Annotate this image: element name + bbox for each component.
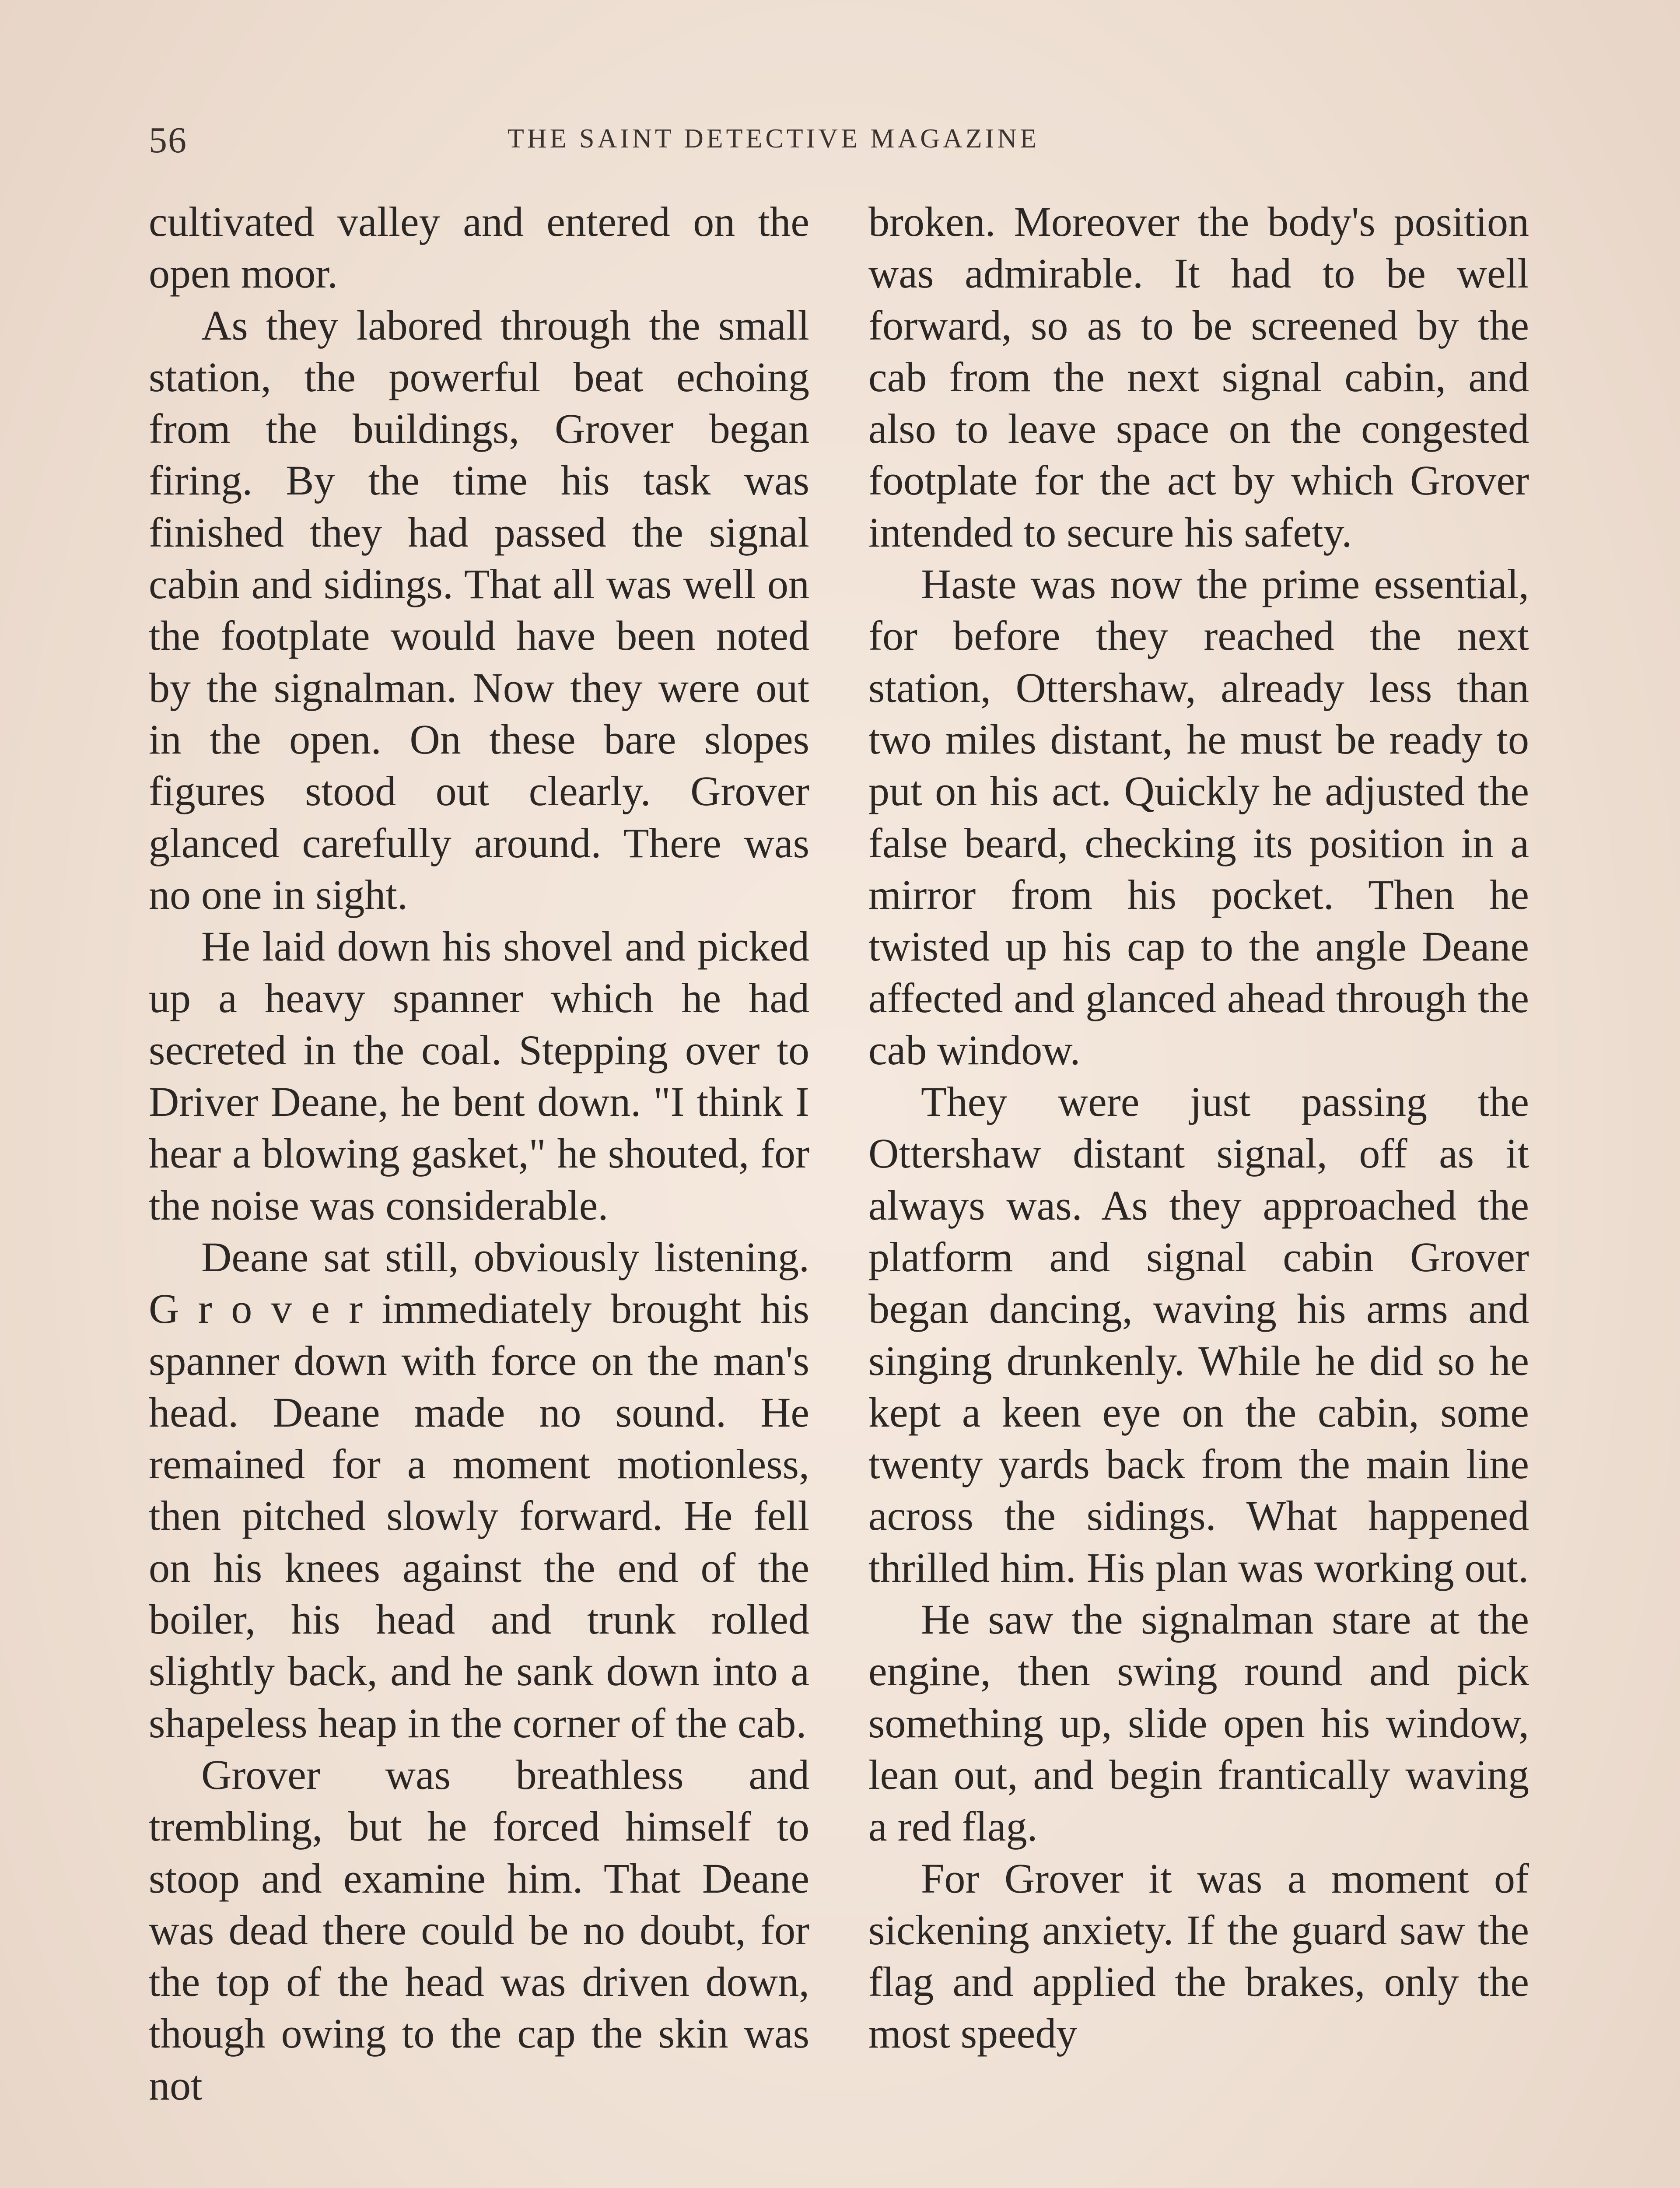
paragraph: cultivated valley and entered on the open moor. bbox=[149, 198, 809, 297]
paragraph: Haste was now the prime essential, for before they reached the next station, Ottershaw, already less than two miles distant, he must be ready to put on his act. Quickly he adjusted the false beard, checking its position in a mirror from his pocket. Then he twisted up his cap to the angle Deane affected and glanced ahead through the cab window. bbox=[868, 561, 1529, 1073]
paragraph: As they labored through the small station, the powerful beat echoing from the buildings, Grover began firing. By the time his task was finished they had passed the signal cabin and sidings. That all was well on the footplate would have been noted by the signalman. Now they were out in the open. On these bare slopes figures stood out clearly. Grover glanced carefully around. There was no one in sight. bbox=[149, 302, 809, 918]
paragraph: He saw the signalman stare at the engine, then swing round and pick something up, slide open his window, lean out, and begin frantically waving a red flag. bbox=[868, 1596, 1529, 1850]
page-header bbox=[149, 119, 1531, 167]
right-column bbox=[868, 196, 1529, 2060]
paragraph: broken. Moreover the body's position was admirable. It had to be well forward, so as to be screened by the cab from the next signal cabin, and also to leave space on the congested footplate for the act by which Grover intended to secure his safety. bbox=[868, 198, 1529, 556]
running-title: THE SAINT DETECTIVE MAGAZINE bbox=[508, 124, 1040, 154]
paragraph: Grover was breathless and trembling, but he forced himself to stoop and examine him. That Deane was dead there could be no doubt, for the top of the head was driven down, though owing to the cap the skin was not bbox=[149, 1751, 809, 2109]
paragraph: For Grover it was a moment of sickening anxiety. If the guard saw the flag and applied the brakes, only the most speedy bbox=[868, 1855, 1529, 2057]
paragraph: They were just passing the Ottershaw distant signal, off as it always was. As they approached the platform and signal cabin Grover began dancing, waving his arms and singing drunkenly. While he did so he kept a keen eye on the cabin, some twenty yards back from the main line across the sidings. What happened thrilled him. His plan was working out. bbox=[868, 1078, 1529, 1591]
left-column bbox=[149, 196, 809, 2111]
page-number: 56 bbox=[149, 120, 187, 161]
paragraph: Deane sat still, obviously listening. G r o v e r immediately brought his spanner down with force on the man's head. Deane made no sound. He remained for a moment motionless, then pitched slowly forward. He fell on his knees against the end of the boiler, his head and trunk rolled slightly back, and he sank down into a shapeless heap in the corner of the cab. bbox=[149, 1233, 809, 1746]
paragraph: He laid down his shovel and picked up a heavy spanner which he had secreted in the coal. Stepping over to Driver Deane, he bent down. "I think I hear a blowing gasket," he shouted, for the noise was considerable. bbox=[149, 923, 809, 1229]
